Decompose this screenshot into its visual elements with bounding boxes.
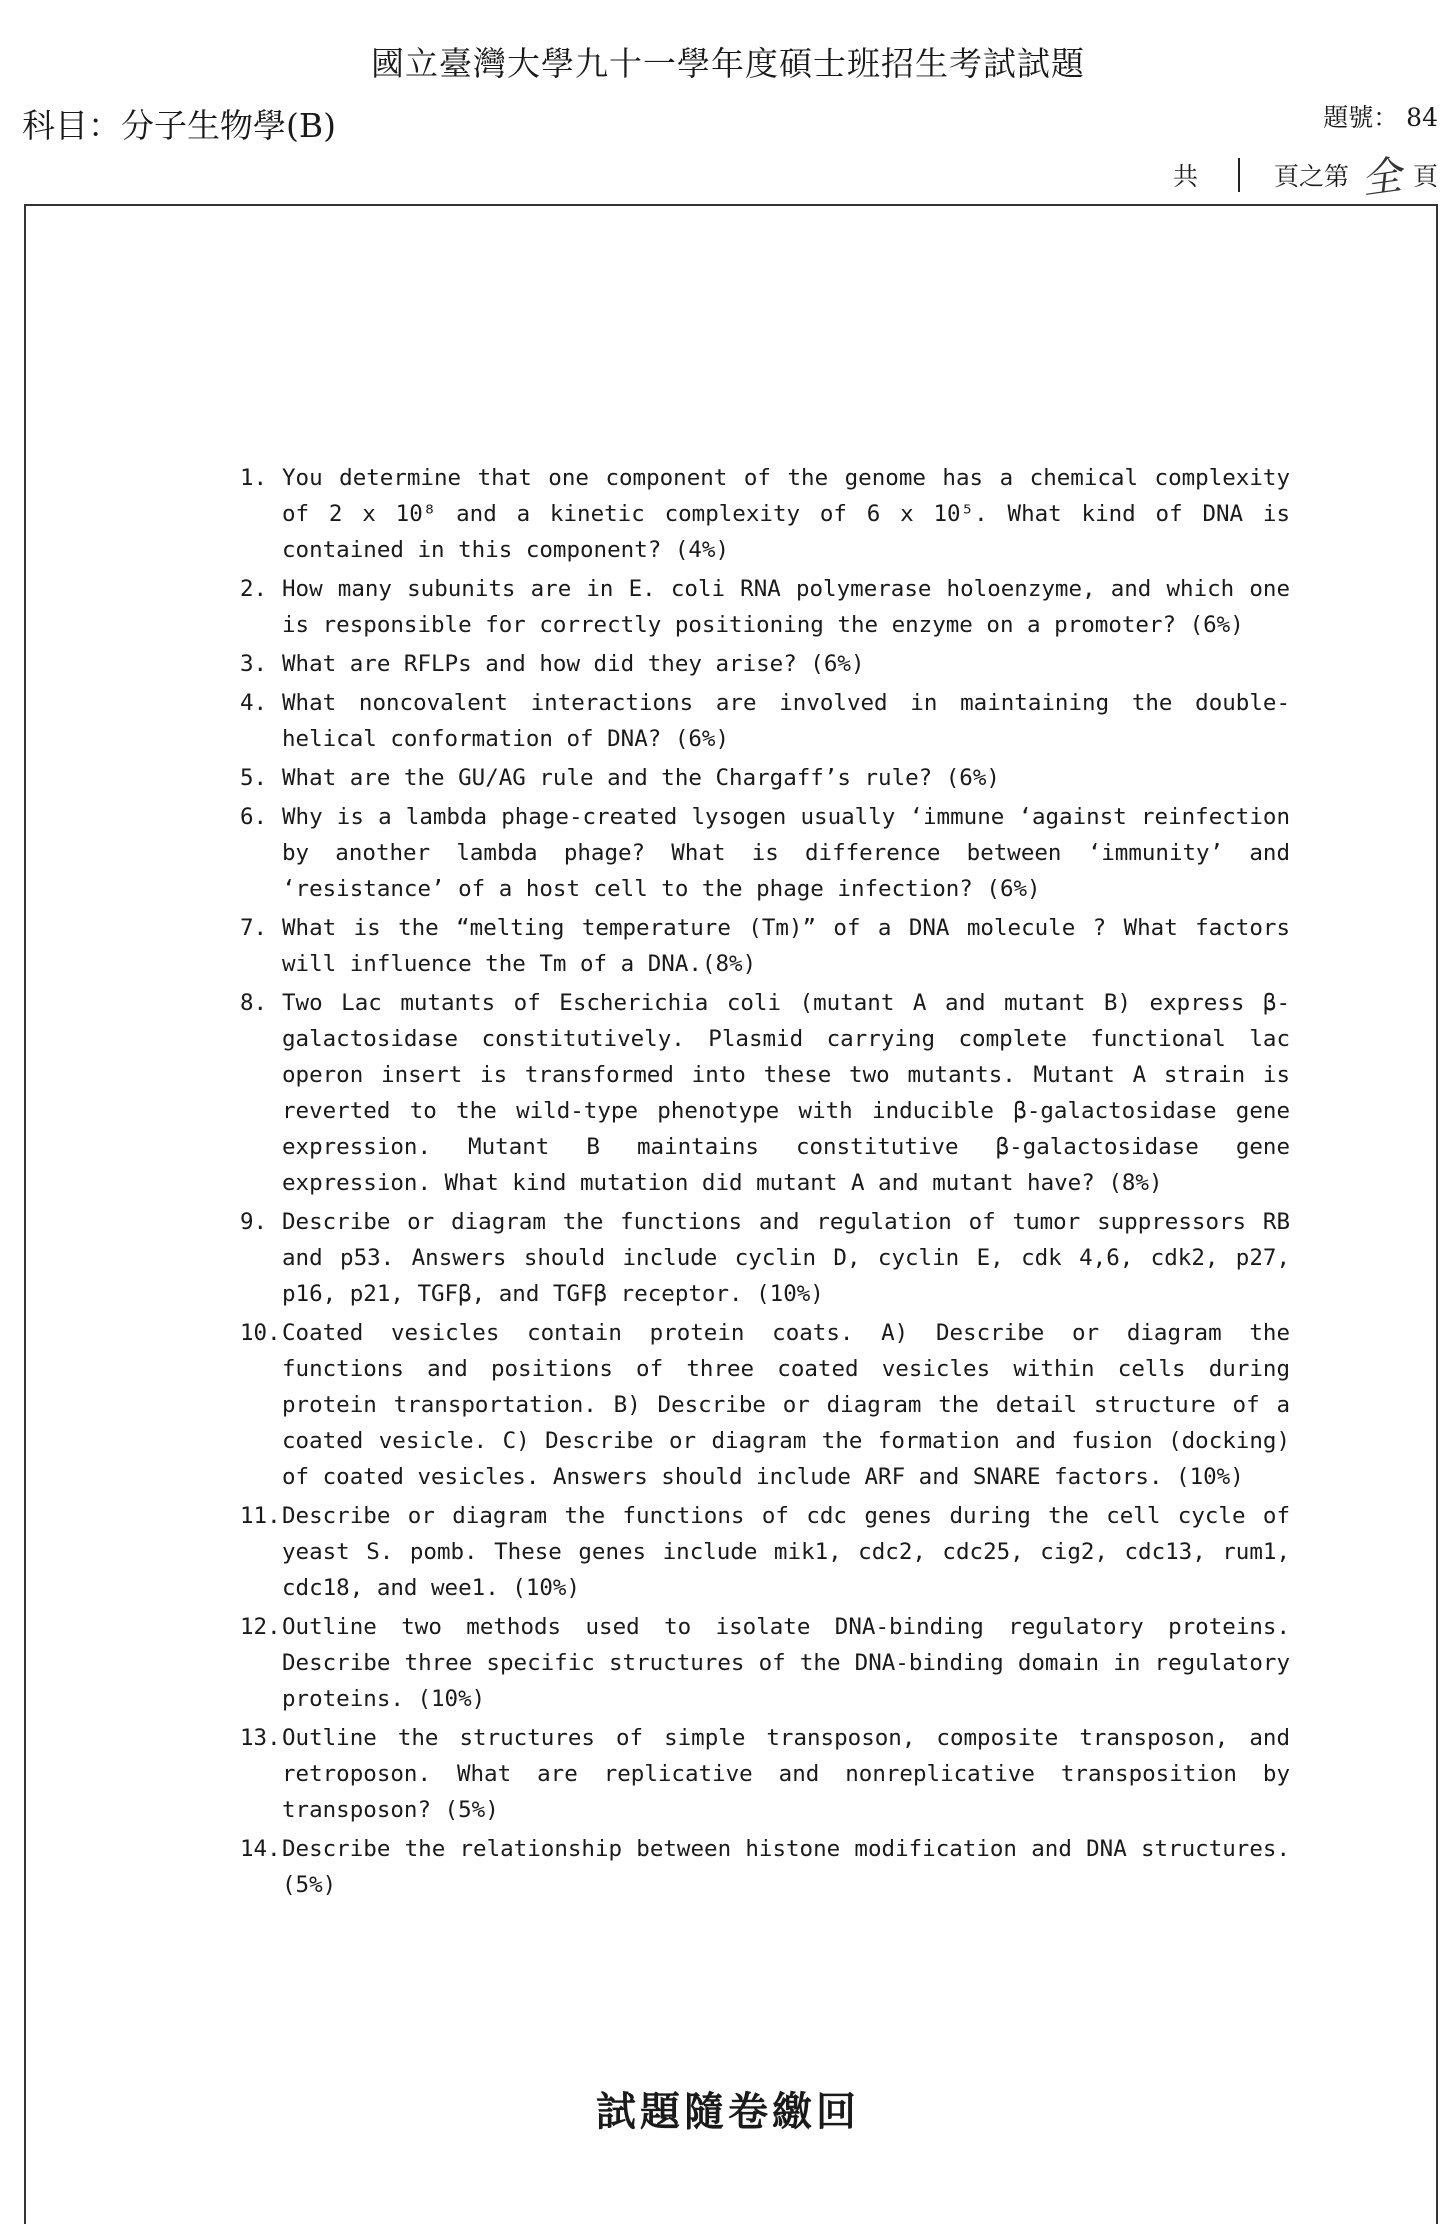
question-text: Outline the structures of simple transposon, composite transposon, and retroposon. What are replicative and nonreplicative transposition by transposon? (5%) (282, 1725, 1290, 1823)
question-number-label: 1. (240, 465, 268, 491)
question-number-label: 12. (240, 1614, 281, 1640)
question-text: Why is a lambda phage-created lysogen usually ‘immune ‘against reinfection by another lambda phage? What is difference between ‘immunity’ and ‘resistance’ of a host cell to the phage infection? (6%) (282, 804, 1290, 902)
question-number-label: 6. (240, 804, 268, 830)
question-4 (240, 685, 1290, 757)
question-14 (240, 1831, 1290, 1903)
page-separator (1238, 158, 1240, 192)
question-11 (240, 1498, 1290, 1606)
question-7 (240, 910, 1290, 982)
question-number-label: 5. (240, 765, 268, 791)
return-notice: 試題隨卷繳回 (596, 2088, 860, 2135)
question-5 (240, 760, 1290, 796)
question-10 (240, 1315, 1290, 1495)
pages-end-label: 頁 (1412, 161, 1438, 191)
question-3 (240, 646, 1290, 682)
question-number-label: 10. (240, 1320, 281, 1346)
question-text: What are RFLPs and how did they arise? (6%) (282, 651, 865, 677)
question-1 (240, 460, 1290, 568)
question-text: Describe the relationship between histone modification and DNA structures. (5%) (282, 1836, 1290, 1898)
question-number-label: 4. (240, 690, 268, 716)
question-number-label: 8. (240, 990, 268, 1016)
question-number: 題號： 84 (1323, 103, 1438, 132)
question-text: You determine that one component of the genome has a chemical complexity of 2 x 10⁸ and a kinetic complexity of 6 x 10⁵. What kind of DNA is contained in this component? (4%) (282, 465, 1290, 563)
question-text: Two Lac mutants of Escherichia coli (mutant A and mutant B) express β-galactosidase constitutively. Plasmid carrying complete functional lac operon insert is transformed into these two mutants. Mutant A strain is reverted to the wild-type phenotype with inducible β-galactosidase gene expression. Mutant B maintains constitutive β-galactosidase gene expression. What kind mutation did mutant A and mutant have? (8%) (282, 990, 1290, 1196)
question-number-label: 9. (240, 1209, 268, 1235)
question-13 (240, 1720, 1290, 1828)
page-info (1173, 146, 1438, 203)
question-text: How many subunits are in E. coli RNA polymerase holoenzyme, and which one is responsible for correctly positioning the enzyme on a promoter? (6%) (282, 576, 1290, 638)
pages-of-label: 頁之第 (1273, 161, 1349, 191)
question-number-label: 2. (240, 576, 268, 602)
question-number-label: 7. (240, 915, 268, 941)
question-8 (240, 985, 1290, 1201)
question-9 (240, 1204, 1290, 1312)
question-text: What noncovalent interactions are involved in maintaining the double-helical conformation of DNA? (6%) (282, 690, 1290, 752)
question-2 (240, 571, 1290, 643)
question-number-label: 11. (240, 1503, 281, 1529)
exam-subject: 科目：分子生物學(B) (22, 106, 336, 145)
question-number-label: 3. (240, 651, 268, 677)
exam-title: 國立臺灣大學九十一學年度碩士班招生考試試題 (371, 44, 1085, 83)
question-text: What is the “melting temperature (Tm)” of a DNA molecule ? What factors will influence the Tm of a DNA.(8%) (282, 915, 1290, 977)
question-text: Coated vesicles contain protein coats. A) Describe or diagram the functions and positions of three coated vesicles within cells during protein transportation. B) Describe or diagram the detail structure of a coated vesicle. C) Describe or diagram the formation and fusion (docking) of coated vesicles. Answers should include ARF and SNARE factors. (10%) (282, 1320, 1290, 1490)
pages-total-label: 共 (1172, 161, 1198, 191)
pages-handwritten: 全 (1358, 152, 1405, 204)
question-number-label: 14. (240, 1836, 281, 1862)
question-text: Describe or diagram the functions and regulation of tumor suppressors RB and p53. Answers should include cyclin D, cyclin E, cdk 4,6, cdk2, p27, p16, p21, TGFβ, and TGFβ receptor. (10%) (282, 1209, 1290, 1307)
question-text: Outline two methods used to isolate DNA-binding regulatory proteins. Describe three specific structures of the DNA-binding domain in regulatory proteins. (10%) (282, 1614, 1290, 1712)
question-text: What are the GU/AG rule and the Chargaff’s rule? (6%) (282, 765, 1000, 791)
question-number-label: 13. (240, 1725, 281, 1751)
question-text: Describe or diagram the functions of cdc genes during the cell cycle of yeast S. pomb. These genes include mik1, cdc2, cdc25, cig2, cdc13, rum1, cdc18, and wee1. (10%) (282, 1503, 1290, 1601)
question-6 (240, 799, 1290, 907)
question-12 (240, 1609, 1290, 1717)
question-list (240, 460, 1290, 1906)
